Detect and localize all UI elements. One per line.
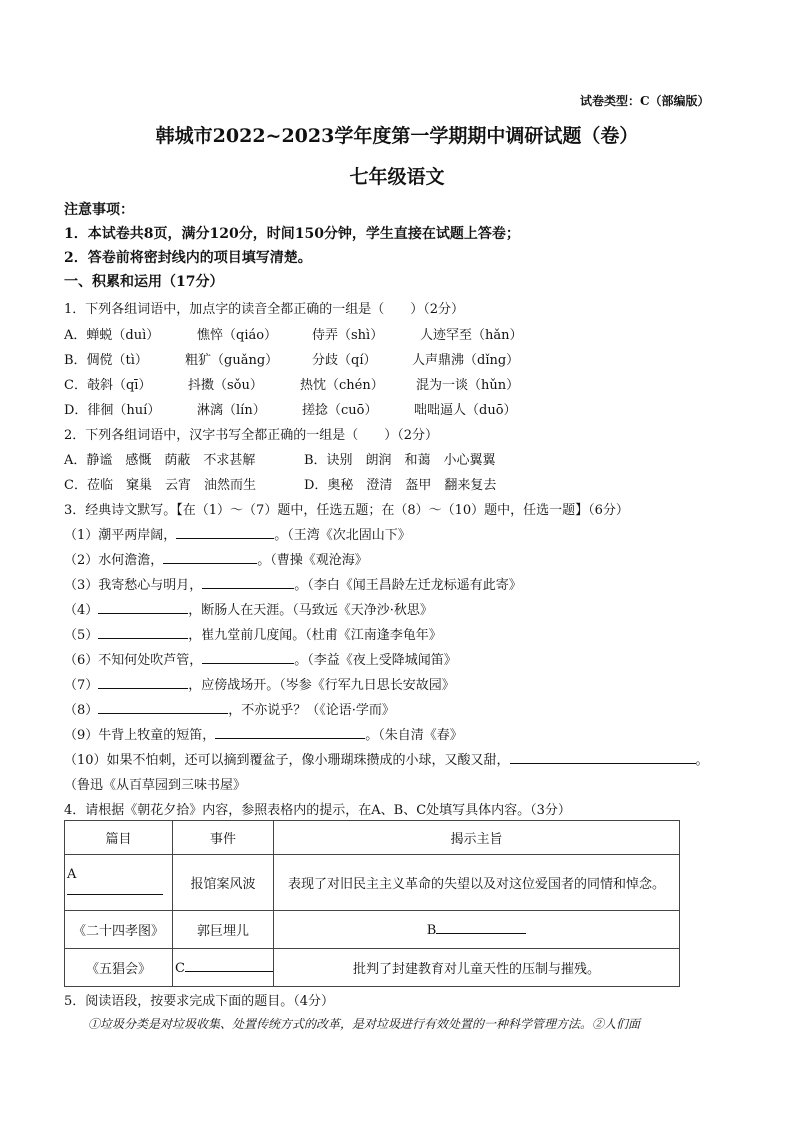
table-cell: 《二十四孝图》 xyxy=(65,911,173,949)
answer-blank[interactable] xyxy=(98,701,228,714)
question-4-stem: 4．请根据《朝花夕拾》内容，参照表格内的提示，在A、B、C处填写具体内容。（3分） xyxy=(64,803,571,818)
answer-blank[interactable] xyxy=(98,626,188,639)
table-cell: 报馆案风波 xyxy=(172,855,273,911)
answer-blank-b[interactable] xyxy=(436,921,526,934)
answer-blank[interactable] xyxy=(202,576,294,589)
answer-blank-a[interactable] xyxy=(67,882,163,895)
table-row xyxy=(65,855,680,911)
q1-option: 粗犷（guǎng） xyxy=(185,353,279,368)
q3-item: （1）潮平两岸阔， 。（王湾《次北固山下》 xyxy=(64,528,411,543)
question-3-stem: 3．经典诗文默写。【在（1）～（7）题中，任选五题；在（8）～（10）题中，任选一题】（6分） xyxy=(64,503,629,518)
q1-option: D．徘徊（huí） xyxy=(64,403,161,418)
answer-blank-c[interactable] xyxy=(185,959,273,972)
exam-title: 韩城市2022~2023学年度第一学期期中调研试题（卷） xyxy=(155,125,639,147)
table-cell: 表现了对旧民主主义革命的失望以及对这位爱国者的同情和悼念。 xyxy=(273,855,679,911)
answer-blank[interactable] xyxy=(202,651,294,664)
q3-item: （2）水何澹澹， 。（曹操《观沧海》 xyxy=(64,553,368,568)
q2-option: D．奥秘 澄清 盔甲 翻来复去 xyxy=(304,478,497,493)
table-header-cell: 篇目 xyxy=(65,821,173,855)
q1-option: 淋漓（lín） xyxy=(197,403,266,418)
table-row xyxy=(65,949,680,987)
answer-blank[interactable] xyxy=(98,601,188,614)
q3-item: （3）我寄愁心与明月， 。（李白《闻王昌龄左迁龙标遥有此寄》 xyxy=(64,578,522,593)
table-header-row xyxy=(65,821,680,855)
q2-option: C．莅临 窠巢 云宵 油然而生 xyxy=(64,478,256,493)
q1-option: A．蝉蜕（duì） xyxy=(64,328,160,343)
q3-item: （6）不知何处吹芦管， 。（李益《夜上受降城闻笛》 xyxy=(64,653,457,668)
answer-blank[interactable] xyxy=(215,726,365,739)
q1-option: 分歧（qí） xyxy=(312,353,377,368)
q3-item: （4） ，断肠人在天涯。（马致远《天净沙·秋思》 xyxy=(64,603,433,618)
q1-option: 人迹罕至（hǎn） xyxy=(420,328,523,343)
q1-option: 搓捻（cuō） xyxy=(302,403,378,418)
answer-blank[interactable] xyxy=(510,751,696,764)
subject-title: 七年级语文 xyxy=(349,166,445,188)
question-1-stem: 1．下列各组词语中，加点字的读音全都正确的一组是（ ）（2分） xyxy=(64,302,465,317)
q3-item: （10）如果不怕刺，还可以摘到覆盆子，像小珊瑚珠攒成的小球，又酸又甜， 。 xyxy=(64,753,709,768)
table-cell: 郭巨埋儿 xyxy=(172,911,273,949)
table-cell: 《五猖会》 xyxy=(65,949,173,987)
q1-option: 咄咄逼人（duō） xyxy=(414,403,517,418)
section-heading: 一、积累和运用（17分） xyxy=(64,274,224,290)
table-cell: A xyxy=(65,855,173,911)
q1-option: 混为一谈（hǔn） xyxy=(416,378,520,393)
q2-option: A．静谧 感慨 荫蔽 不求甚解 xyxy=(64,453,256,468)
q1-option: 人声鼎沸（dǐng） xyxy=(412,353,520,368)
q1-option: C．攲斜（qī） xyxy=(64,378,152,393)
table-row xyxy=(65,911,680,949)
table-cell: C xyxy=(172,949,273,987)
q1-option: B．倜傥（tì） xyxy=(64,353,148,368)
q5-passage: ①垃圾分类是对垃圾收集、处置传统方式的改革，是对垃圾进行有效处置的一种科学管理方法。②人们面 xyxy=(88,1017,641,1031)
q3-item: （5） ，崔九堂前几度闻。（杜甫《江南逢李龟年》 xyxy=(64,628,442,643)
zhaohua-table xyxy=(64,820,680,987)
question-5-stem: 5．阅读语段，按要求完成下面的题目。（4分） xyxy=(64,994,335,1009)
notice-item: 2．答卷前将密封线内的项目填写清楚。 xyxy=(64,250,312,266)
q3-item: （8） ，不亦说乎？（《论语·学而》 xyxy=(64,703,395,718)
notice-item: 1．本试卷共8页，满分120分，时间150分钟，学生直接在试题上答卷； xyxy=(64,226,520,242)
q1-option: 抖擞（sǒu） xyxy=(188,378,263,393)
q1-option: 热忱（chén） xyxy=(300,378,384,393)
exam-type-label: 试卷类型：C（部编版） xyxy=(580,94,710,108)
q3-item: （9）牛背上牧童的短笛， 。（朱自清《春》 xyxy=(64,728,463,743)
answer-blank[interactable] xyxy=(98,676,188,689)
table-header-cell: 事件 xyxy=(172,821,273,855)
table-cell: B xyxy=(273,911,679,949)
answer-blank[interactable] xyxy=(176,526,274,539)
q3-item: （7） ，应傍战场开。（岑参《行军九日思长安故园》 xyxy=(64,678,455,693)
question-2-stem: 2．下列各组词语中，汉字书写全都正确的一组是（ ）（2分） xyxy=(64,428,439,443)
notice-heading: 注意事项： xyxy=(64,202,134,218)
q3-item-continued: （鲁迅《从百草园到三味书屋》 xyxy=(64,778,247,793)
q2-option: B．诀别 朗润 和蔼 小心翼翼 xyxy=(304,453,496,468)
q1-option: 憔悴（qiáo） xyxy=(197,328,278,343)
answer-blank[interactable] xyxy=(163,551,257,564)
q1-option: 侍弄（shì） xyxy=(312,328,384,343)
table-header-cell: 揭示主旨 xyxy=(273,821,679,855)
table-cell: 批判了封建教育对儿童天性的压制与摧残。 xyxy=(273,949,679,987)
